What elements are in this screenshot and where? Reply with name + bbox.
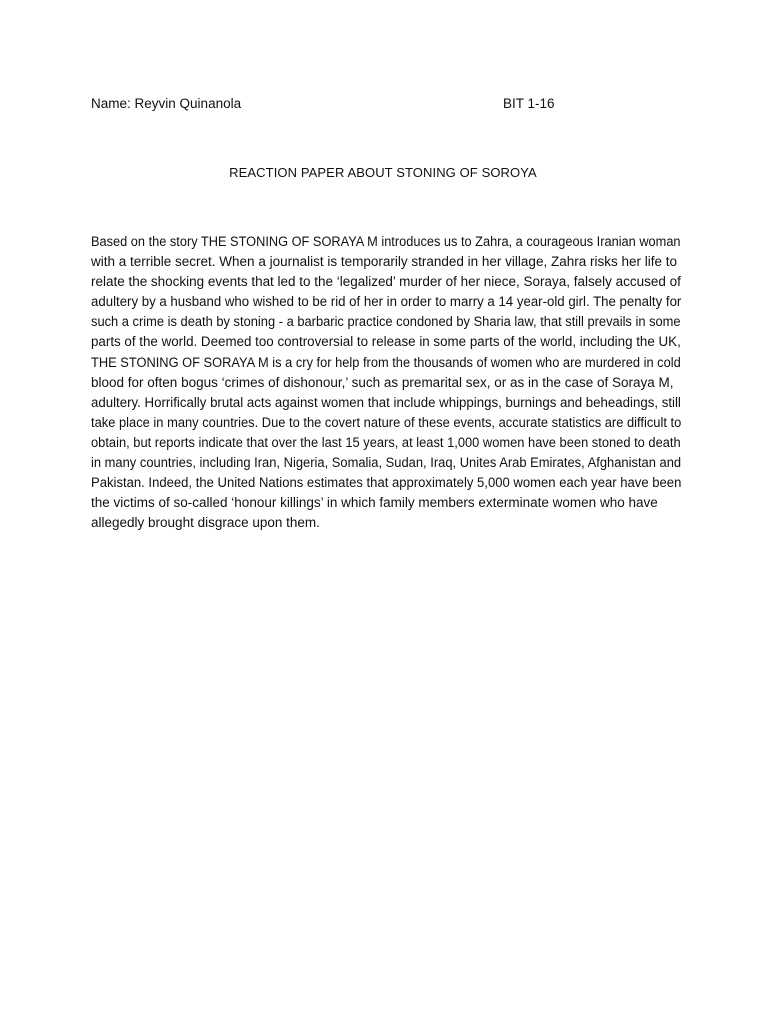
body-line: parts of the world. Deemed too controversial to release in some parts of the world, including the UK, [91, 334, 681, 350]
body-line: obtain, but reports indicate that over the last 15 years, at least 1,000 women have been stoned to death [91, 434, 681, 450]
body-paragraph [91, 232, 681, 533]
body-line: Pakistan. Indeed, the United Nations estimates that approximately 5,000 women each year have been [91, 475, 682, 491]
paper-title-text: REACTION PAPER ABOUT STONING OF SOROYA [229, 165, 537, 180]
body-line: adultery by a husband who wished to be rid of her in order to marry a 14 year-old girl. The penalty for [91, 294, 682, 310]
author-name: Reyvin Quinanola [134, 96, 242, 111]
paper-title [0, 163, 768, 183]
body-line: with a terrible secret. When a journalist is temporarily stranded in her village, Zahra risks her life to [91, 254, 677, 270]
class-section: BIT 1-16 [503, 96, 555, 111]
body-line: in many countries, including Iran, Nigeria, Somalia, Sudan, Iraq, Unites Arab Emirates, Afghanistan and [91, 455, 682, 471]
body-line: such a crime is death by stoning - a barbaric practice condoned by Sharia law, that still prevails in some [91, 314, 681, 330]
name-label: Name: [91, 96, 131, 111]
body-line: blood for often bogus ‘crimes of dishonour,’ such as premarital sex, or as in the case of Soraya M, [91, 374, 674, 390]
body-line: take place in many countries. Due to the covert nature of these events, accurate statistics are difficult to [91, 414, 682, 430]
document-header [91, 94, 561, 114]
body-line: allegedly brought disgrace upon them. [91, 515, 320, 531]
body-line: the victims of so-called ‘honour killings’ in which family members exterminate women who have [91, 495, 658, 511]
author-name-line [91, 94, 241, 114]
body-line: adultery. Horrifically brutal acts against women that include whippings, burnings and beheadings, still [91, 394, 681, 410]
body-line: Based on the story THE STONING OF SORAYA M introduces us to Zahra, a courageous Iranian woman [91, 234, 681, 249]
body-line: THE STONING OF SORAYA M is a cry for help from the thousands of women who are murdered in cold [91, 354, 681, 370]
body-line: relate the shocking events that led to the ‘legalized’ murder of her niece, Soraya, falsely accused of [91, 274, 681, 290]
